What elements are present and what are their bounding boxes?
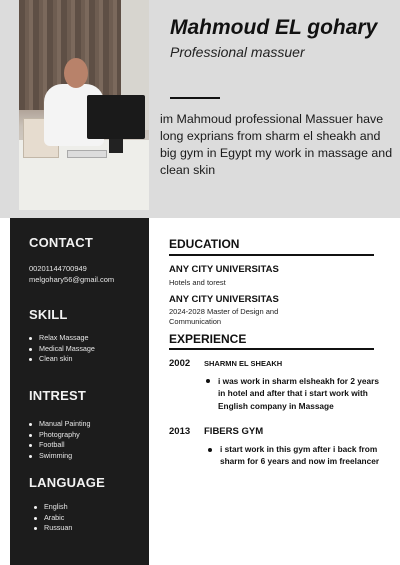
list-item: Medical Massage [29,344,95,355]
list-item: Photography [29,430,91,441]
skill-heading: SKILL [29,307,68,322]
experience-description: i was work in sharm elsheakh for 2 years in hotel and after that i start work with English company in Massage [218,376,379,411]
profile-summary: im Mahmoud professional Massuer have long exprians from sharm el sheakh and big gym in Egypt my work in massage and clean skin [160,112,393,177]
experience-divider [169,348,374,350]
education-heading: EDUCATION [169,237,240,251]
education-detail: 2024-2028 Master of Design and Communication [169,307,279,326]
list-item: English [34,502,72,513]
language-heading: LANGUAGE [29,475,105,490]
list-item: Swimming [29,451,91,462]
list-item: Manual Painting [29,419,91,430]
education-school: ANY CITY UNIVERSITAS [169,264,279,275]
header-divider [170,97,220,99]
experience-company: SHARMN EL SHEAKH [204,359,283,368]
list-item: Football [29,440,91,451]
sidebar [10,218,149,565]
list-item: Arabic [34,513,72,524]
interest-list [29,419,91,462]
list-item: Russuan [34,523,72,534]
education-detail: Hotels and torest [169,278,226,287]
person-name: Mahmoud EL gohary [170,16,378,39]
education-school: ANY CITY UNIVERSITAS [169,294,279,305]
experience-year: 2002 [169,358,191,369]
list-item: Relax Massage [29,333,95,344]
language-list [34,502,72,534]
contact-heading: CONTACT [29,235,93,250]
profile-photo [19,0,149,210]
experience-company: FIBERS GYM [204,426,264,437]
interest-heading: INTREST [29,388,87,403]
experience-heading: EXPERIENCE [169,332,247,346]
skill-list [29,333,95,365]
job-title: Professional massuer [170,44,305,60]
education-divider [169,254,374,256]
bullet-icon [208,448,212,452]
list-item: Clean skin [29,354,95,365]
experience-year: 2013 [169,426,191,437]
contact-phone: 00201144700949 [29,264,87,273]
experience-description: i start work in this gym after i back from sharm for 6 years and now im freelancer [220,444,380,467]
bullet-icon [206,379,210,383]
contact-email: melgohary56@gmail.com [29,275,115,284]
